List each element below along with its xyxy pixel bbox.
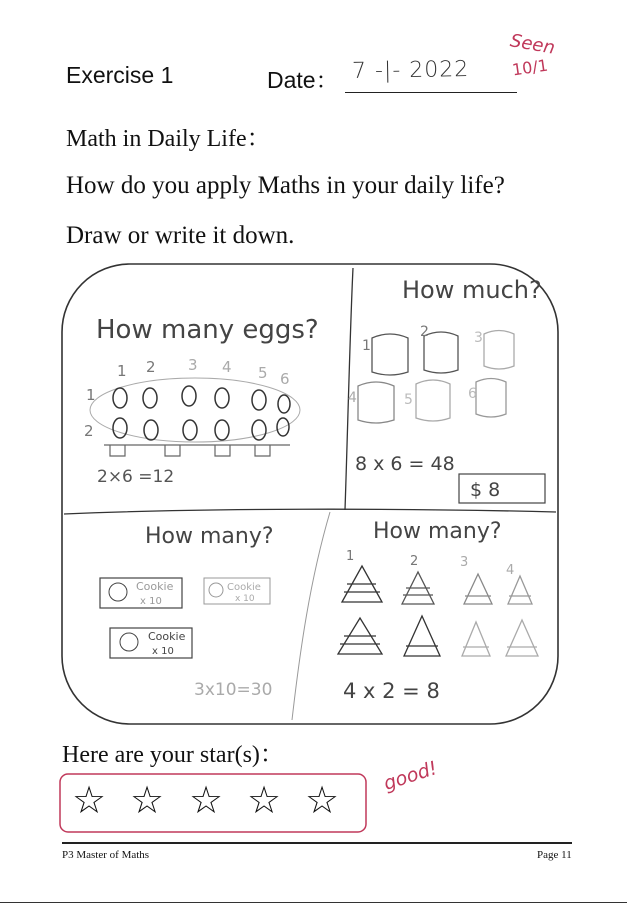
scan-edge — [0, 902, 627, 903]
teacher-seen-stamp: Seen — [508, 30, 557, 59]
bag-number: 6 — [468, 386, 477, 402]
cookie-box — [110, 628, 192, 658]
star-icon: ☆ — [72, 778, 107, 822]
exercise-title: Exercise 1 — [66, 62, 174, 88]
cake-drawings — [338, 566, 538, 656]
footer-rule — [62, 842, 572, 844]
question-line-1: How do you apply Maths in your daily life? — [66, 172, 505, 199]
cookie-box — [100, 578, 182, 608]
price-tag: $ 8 — [470, 479, 501, 501]
question-line-2: Draw or write it down. — [66, 222, 295, 249]
cake-number: 2 — [410, 554, 419, 569]
date-label: Date： — [267, 67, 339, 93]
horizontal-divider — [64, 509, 556, 514]
bag-number: 5 — [404, 392, 413, 408]
svg-text:x 10: x 10 — [235, 594, 255, 604]
star-icon: ☆ — [305, 778, 340, 822]
cake-number: 1 — [346, 549, 355, 564]
egg-row-number: 1 — [86, 386, 96, 404]
cookie-box — [204, 578, 270, 604]
svg-text:Cookie: Cookie — [227, 582, 261, 593]
cookies-title: How many? — [145, 524, 274, 549]
stars-label: Here are your star(s)： — [62, 742, 284, 768]
teacher-check-mark: 10/1 — [510, 55, 550, 80]
price-equation: 8 x 6 = 48 — [355, 453, 455, 475]
teacher-comment: good! — [380, 757, 441, 795]
svg-text:x 10: x 10 — [152, 646, 174, 657]
egg-col-number: 1 — [117, 362, 127, 380]
eggs-equation: 2×6 =12 — [97, 467, 175, 487]
egg-row-number: 2 — [84, 422, 94, 440]
vertical-divider-bottom — [292, 512, 330, 720]
topic-heading: Math in Daily Life： — [66, 126, 271, 152]
date-value: 7 -|- 2022 — [351, 56, 470, 85]
egg-grid — [113, 386, 290, 440]
star-icon: ☆ — [189, 778, 224, 822]
cakes-title: How many? — [373, 519, 502, 544]
egg-col-number: 5 — [258, 364, 268, 382]
bag-number: 2 — [420, 324, 429, 340]
egg-col-number: 3 — [188, 356, 198, 374]
vertical-divider-top — [345, 268, 353, 510]
egg-col-number: 4 — [222, 358, 232, 376]
svg-text:x 10: x 10 — [140, 596, 162, 607]
cakes-equation: 4 x 2 = 8 — [343, 679, 440, 703]
footer-book-title: P3 Master of Maths — [62, 849, 150, 861]
egg-col-number: 6 — [280, 370, 290, 388]
bag-number: 1 — [362, 338, 371, 354]
svg-text:Cookie: Cookie — [136, 580, 174, 593]
bag-drawings — [358, 331, 514, 424]
star-icon: ☆ — [247, 778, 282, 822]
eggs-title: How many eggs? — [96, 315, 319, 345]
cake-number: 4 — [506, 563, 515, 578]
cookies-equation: 3x10=30 — [194, 680, 273, 700]
price-title: How much? — [402, 276, 542, 304]
bag-number: 3 — [474, 330, 483, 346]
egg-carton-base — [104, 445, 290, 456]
cake-number: 3 — [460, 555, 469, 570]
star-icon: ☆ — [130, 778, 165, 822]
svg-text:Cookie: Cookie — [148, 630, 186, 643]
footer-page-number: Page 11 — [537, 849, 572, 861]
bag-number: 4 — [348, 390, 357, 406]
egg-col-number: 2 — [146, 358, 156, 376]
